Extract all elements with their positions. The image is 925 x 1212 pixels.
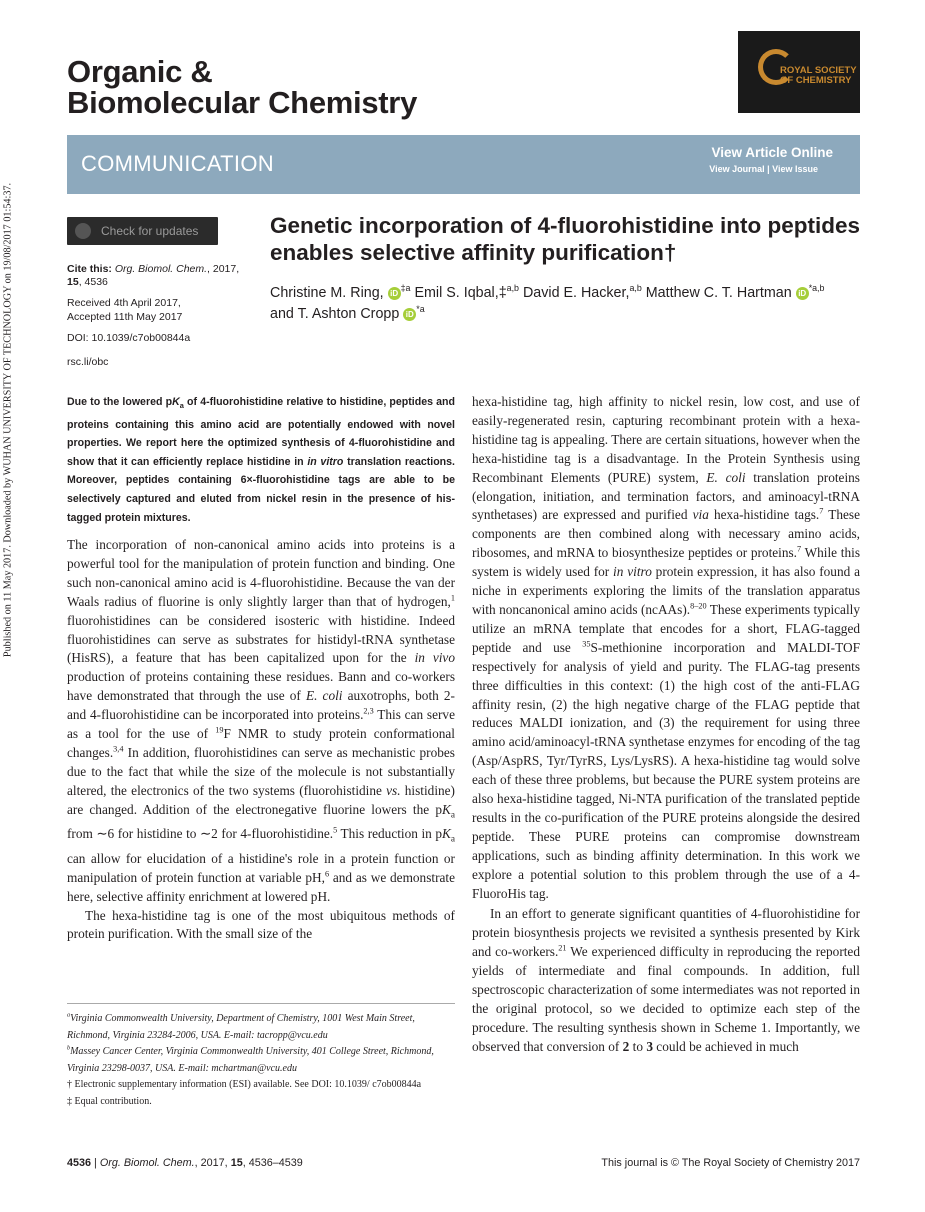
orcid-icon[interactable]: iD — [796, 287, 809, 300]
reference-link[interactable]: 6 — [324, 869, 330, 879]
reference-link[interactable]: 5 — [333, 825, 338, 835]
cite-volume: 15 — [67, 276, 79, 288]
accepted-date: Accepted 11th May 2017 — [67, 311, 183, 323]
reference-link[interactable]: 8–20 — [690, 601, 707, 611]
author-iqbal-aff: a,b — [506, 283, 519, 294]
check-updates-icon — [75, 223, 91, 239]
body-paragraph: The hexa-histidine tag is one of the most ubiquitous methods of protein purification. With the small size of the — [67, 907, 455, 942]
reference-link[interactable]: 1 — [450, 593, 455, 603]
author-hacker-aff: a,b — [629, 283, 642, 294]
footer-citation: 4536 | Org. Biomol. Chem., 2017, 15, 4536–4539 — [67, 1157, 303, 1169]
page-number: 4536 — [67, 1157, 92, 1169]
orcid-icon[interactable]: iD — [403, 308, 416, 321]
journal-title-line2: Biomolecular Chemistry — [67, 85, 418, 120]
author-ring[interactable]: Christine M. Ring, — [270, 285, 384, 301]
author-iqbal[interactable]: Emil S. Iqbal,‡ — [414, 285, 507, 301]
section-banner — [67, 135, 860, 194]
body-column-right — [472, 393, 860, 1057]
section-label: COMMUNICATION — [81, 151, 274, 176]
orcid-icon[interactable]: iD — [388, 287, 401, 300]
author-ring-mark: ‡ — [400, 283, 406, 294]
footnote-affiliation-a: $^a$Virginia Commonwealth University, Department of Chemistry, 1001 West Main Street, Richmond, Virginia 23284-2006, USA. E-mail: tacropp@vcu.edu — [67, 1011, 415, 1041]
download-note — [0, 0, 18, 1212]
journal-title — [67, 56, 417, 118]
download-note-text: Published on 11 May 2017. Downloaded by WUHAN UNIVERSITY OF TECHNOLOGY on 19/08/2017 01:54:37. — [2, 182, 14, 658]
footnote-esi[interactable]: † Electronic supplementary information (ESI) available. See DOI: 10.1039/ c7ob00844a — [67, 1079, 422, 1091]
body-paragraph: The incorporation of non-canonical amino acids into proteins is a powerful tool for the manipulation of protein function and binding. One such non-canonical amino acid is 4-fluorohistidine. Because the van der Waals radius of fluorine is only slightly larger than that of hydrogen,$^1$ fluorohistidines can be considered isosteric with histidine. Indeed fluorohistidines can serve as substrates for histidyl-tRNA synthetase (HisRS), a feature that has been capitalized upon for the in vivo production of proteins containing these residues. Bann and co-workers have demonstrated that through the use of E. coli auxotrophs, both 2- and 4-fluorohistidine can be incorporated into proteins.$^{2,3}$ This can serve as a tool for the use of $^{19}$F NMR to study protein conformational changes.$^{3,4}$ In addition, fluorohistidines can serve as mechanistic probes due to the fact that while the size of the molecule is not substantially altered, the electronics of the two systems (fluorohistidine vs. histidine) are changed. Addition of the electronegative fluorine lowers the $pK_a$ from ∼6 for histidine to ∼2 for 4-fluorohistidine.$^5$ This reduction in $pK_a$ can allow for elucidation of a histidine's role in a protein function or manipulation of protein function at variable pH,$^6$ and as we demonstrate here, selective affinity enrichment at lowered pH. — [67, 537, 456, 904]
check-updates-label: Check for updates — [101, 224, 199, 238]
author-hartman[interactable]: Matthew C. T. Hartman — [645, 285, 792, 301]
author-list — [270, 283, 870, 325]
citation — [67, 263, 257, 289]
reference-link[interactable]: 2,3 — [363, 706, 374, 716]
check-for-updates-button[interactable] — [67, 217, 218, 245]
footnote-divider — [67, 1003, 455, 1004]
rsc-logo-line2: OF CHEMISTRY — [780, 75, 852, 86]
article-title: Genetic incorporation of 4-fluorohistidine into peptides enables selective affinity purification† — [270, 213, 861, 265]
body-paragraph: hexa-histidine tag, high affinity to nickel resin, low cost, and use of easily-regenerated resin, capturing recombinant protein with a hexa-histidine tag is appealing. There are certain situations, however when the hexa-histidine tag is a disadvantage. In the Protein Synthesis using Recombinant Elements (PURE) system, E. coli translation proteins (elongation, initiation, and termination factors, and aminoacyl-tRNA synthetases) are expressed and purified via hexa-histidine tags.$^7$ These components are then combined along with necessary amino acids, ribosomes, and mRNA to biosynthesize peptides or proteins.$^7$ While this system is widely used for in vitro protein expression, it has also found a niche in experiments exploring the limits of the translation apparatus with noncanonical amino acids (ncAAs).$^{8-20}$ These experiments typically utilize an mRNA template that encodes for a short, FLAG-tagged peptide and use $^{35}$S-methionine incorporation and MALDI-TOF respectively for analysis of yield and purity. The FLAG-tag presents three difficulties in this context: (1) the high cost of the anti-FLAG affinity resin, (2) the high negative charge of the FLAG peptide that reduces MALDI ionization, and (3) the requirement for using three amino acid/aminoacyl-tRNA synthetase enzymes for encoding of the tag (Asp/AspRS, Tyr/TyrRS, Lys/LysRS). A hexa-histidine tag would solve each of these three problems, but because the PURE system proteins are also hexa-histidine tagged, Ni-NTA purification of the translated peptide results in the co-purification of the PURE proteins alongside the desired peptide. These PURE proteins can compromise downstream applications, such as binding affinity determination. In this work we explore a potential solution to this problem through the use of a 4-FluoroHis tag. — [472, 394, 860, 901]
rsc-logo-line1: ROYAL SOCIETY — [780, 65, 857, 76]
cite-pages: , 4536 — [78, 276, 108, 288]
footnote-equal: ‡ Equal contribution. — [67, 1095, 152, 1107]
reference-link[interactable]: 3,4 — [113, 744, 124, 754]
footnotes — [67, 1011, 455, 1111]
journal-link[interactable]: rsc.li/obc — [67, 356, 109, 368]
journal-title-line1: Organic & — [67, 54, 213, 89]
view-article-online-link[interactable]: View Article Online — [711, 145, 833, 160]
received-date: Received 4th April 2017, — [67, 297, 181, 309]
body-column-left — [67, 536, 455, 944]
author-hartman-aff: *a,b — [808, 283, 825, 294]
author-cropp-aff: *a — [416, 304, 425, 315]
doi[interactable]: DOI: 10.1039/c7ob00844a — [67, 332, 191, 344]
cite-year: , 2017, — [207, 263, 240, 275]
author-hacker[interactable]: David E. Hacker, — [522, 285, 630, 301]
abstract: Due to the lowered $pK_a$ of 4-fluorohistidine relative to histidine, peptides and proteins containing this amino acid are potentially endowed with novel properties. We report here the optimized synthesis of 4-fluorohistidine and show that it can efficiently replace histidine in in vitro translation reactions. Moreover, peptides containing 6×-fluorohistidine tags are able to be selectively captured and eluted from nickel resin in the presence of his-tagged protein mixtures. — [67, 396, 455, 524]
view-journal-issue-links[interactable]: View Journal | View Issue — [709, 164, 818, 174]
reference-link[interactable]: 7 — [797, 544, 802, 554]
reference-link[interactable]: 7 — [819, 507, 824, 517]
footer-copyright: This journal is © The Royal Society of Chemistry 2017 — [601, 1157, 860, 1169]
body-paragraph: In an effort to generate significant quantities of 4-fluorohistidine for protein biosynthesis projects we revisited a synthesis presented by Kirk and co-workers.$^{21}$ We experienced difficulty in reproducing the reported yields of intermediate and final compounds. In addition, full spectroscopic characterization of some intermediates was not reported in the original protocol, so we decided to optimize each step of the procedure. The resulting synthesis shown in Scheme 1. Importantly, we observed that conversion of 2 to 3 could be achieved in much — [472, 906, 860, 1054]
reference-link[interactable]: 21 — [558, 943, 567, 953]
cite-journal: Org. Biomol. Chem. — [114, 263, 208, 275]
rsc-logo[interactable] — [738, 31, 860, 113]
footnote-affiliation-b: $^b$Massey Cancer Center, Virginia Commonwealth University, 401 College Street, Richmond, Virginia 23298-0037, USA. E-mail: mchartman@vcu.edu — [67, 1044, 434, 1074]
rsc-logo-text — [780, 66, 857, 86]
author-cropp[interactable]: and T. Ashton Cropp — [270, 306, 400, 322]
author-ring-aff: a — [405, 283, 411, 294]
cite-label: Cite this: — [67, 263, 112, 275]
